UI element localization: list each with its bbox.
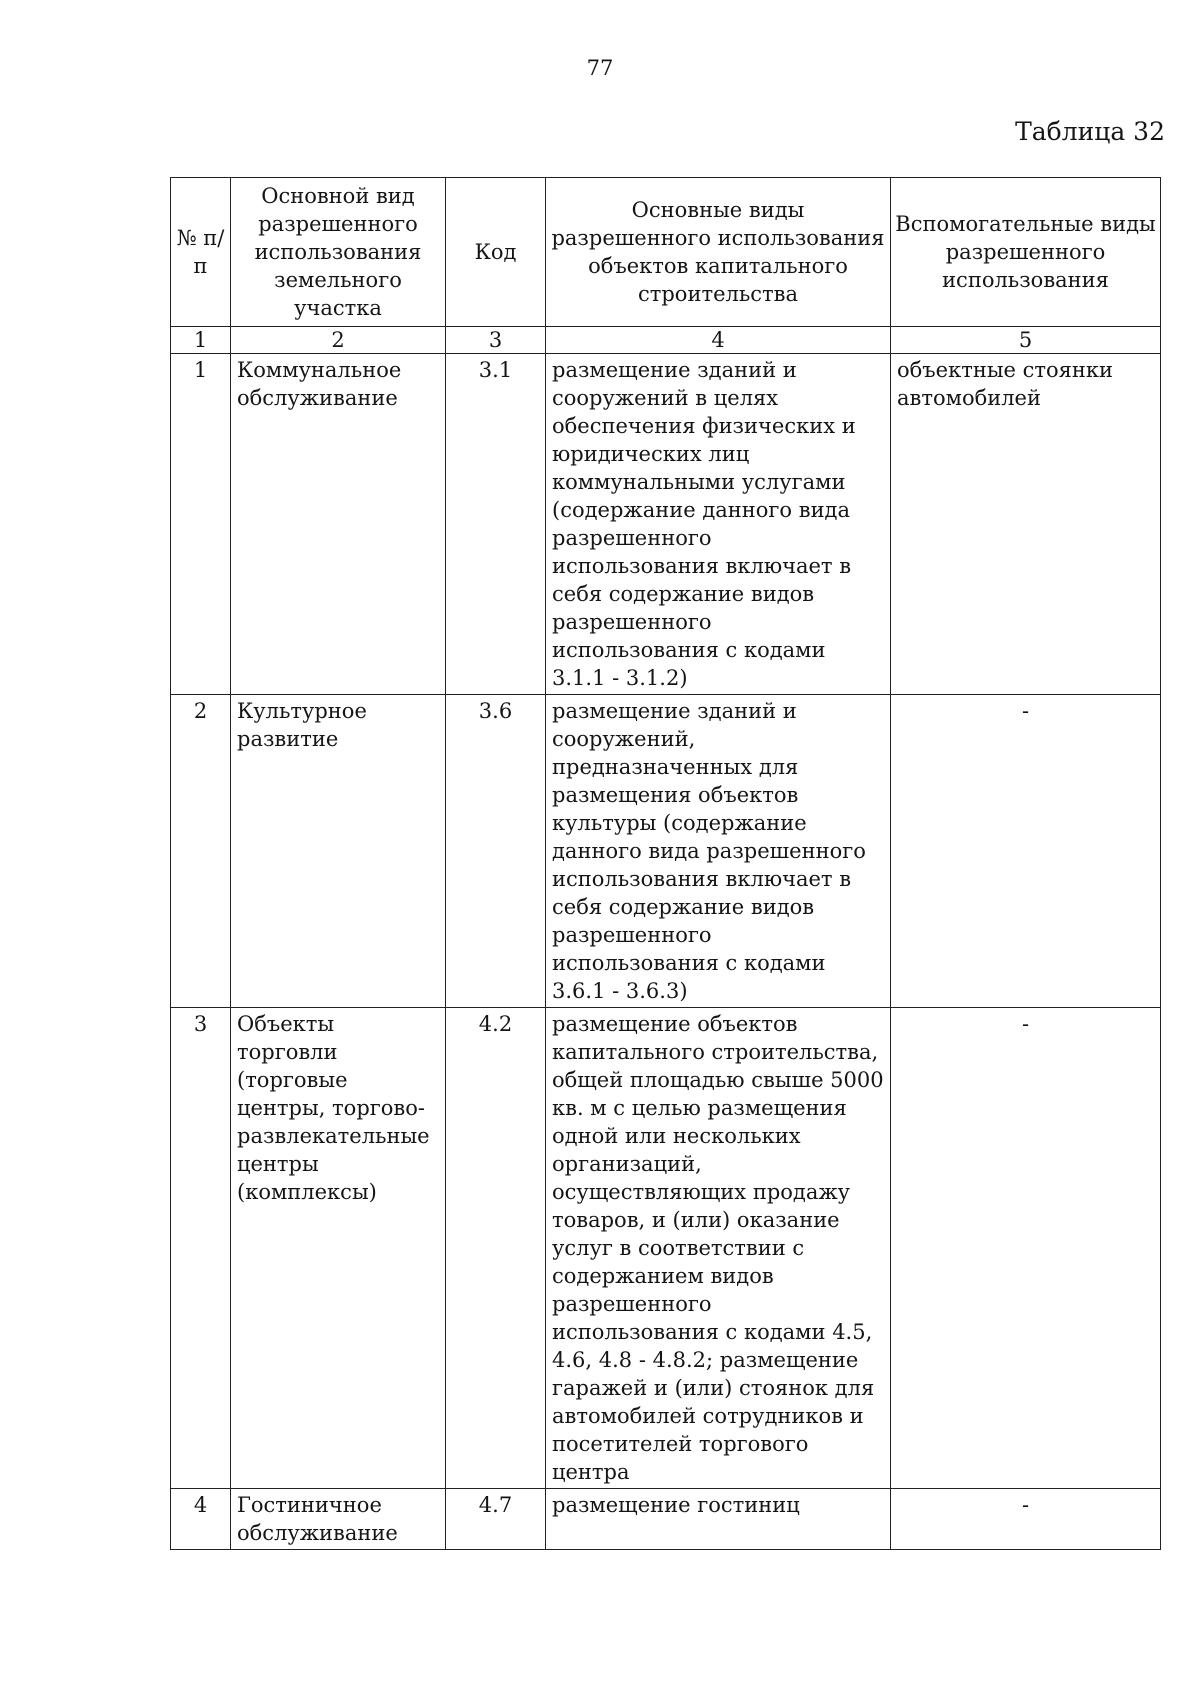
table-caption: Таблица 32: [1015, 117, 1165, 146]
column-number: 4: [546, 327, 891, 354]
use-code: 4.2: [446, 1008, 546, 1489]
table-row: [171, 1489, 1161, 1550]
land-use-type: Культурное развитие: [231, 695, 446, 1008]
header-auxiliary-uses: Вспомогательные виды разрешенного использования: [891, 178, 1161, 327]
auxiliary-uses: -: [891, 1008, 1161, 1489]
column-number: 5: [891, 327, 1161, 354]
header-land-use-type: Основной вид разрешенного использования земельного участка: [231, 178, 446, 327]
header-main-uses: Основные виды разрешенного использования объектов капитального строительства: [546, 178, 891, 327]
table-row: [171, 695, 1161, 1008]
row-number: 2: [171, 695, 231, 1008]
page-number: 77: [586, 56, 614, 80]
column-number: 2: [231, 327, 446, 354]
table-row: [171, 1008, 1161, 1489]
land-use-type: Объекты торговли (торговые центры, торгово-развлекательные центры (комплексы): [231, 1008, 446, 1489]
use-code: 3.1: [446, 354, 546, 695]
table-row: [171, 354, 1161, 695]
use-code: 3.6: [446, 695, 546, 1008]
land-use-type: Гостиничное обслуживание: [231, 1489, 446, 1550]
land-use-type: Коммунальное обслуживание: [231, 354, 446, 695]
header-number: № п/п: [171, 178, 231, 327]
column-number: 1: [171, 327, 231, 354]
row-number: 3: [171, 1008, 231, 1489]
row-number: 4: [171, 1489, 231, 1550]
header-code: Код: [446, 178, 546, 327]
land-use-table: [170, 177, 1161, 1550]
auxiliary-uses: -: [891, 695, 1161, 1008]
auxiliary-uses: объектные стоянки автомобилей: [891, 354, 1161, 695]
use-code: 4.7: [446, 1489, 546, 1550]
main-uses: размещение гостиниц: [546, 1489, 891, 1550]
main-uses: размещение зданий и сооружений, предназначенных для размещения объектов культуры (содержание данного вида разрешенного использования включает в себя содержание видов разрешенного использования с кодами 3.6.1 - 3.6.3): [546, 695, 891, 1008]
column-number: 3: [446, 327, 546, 354]
main-uses: размещение зданий и сооружений в целях обеспечения физических и юридических лиц коммунальными услугами (содержание данного вида разрешенного использования включает в себя содержание видов разрешенного использования с кодами 3.1.1 - 3.1.2): [546, 354, 891, 695]
table-header-row: [171, 178, 1161, 327]
auxiliary-uses: -: [891, 1489, 1161, 1550]
column-numbers-row: [171, 327, 1161, 354]
row-number: 1: [171, 354, 231, 695]
land-use-table-container: [170, 177, 1160, 1550]
main-uses: размещение объектов капитального строительства, общей площадью свыше 5000 кв. м с целью размещения одной или нескольких организаций, осуществляющих продажу товаров, и (или) оказание услуг в соответствии с содержанием видов разрешенного использования с кодами 4.5, 4.6, 4.8 - 4.8.2; размещение гаражей и (или) стоянок для автомобилей сотрудников и посетителей торгового центра: [546, 1008, 891, 1489]
